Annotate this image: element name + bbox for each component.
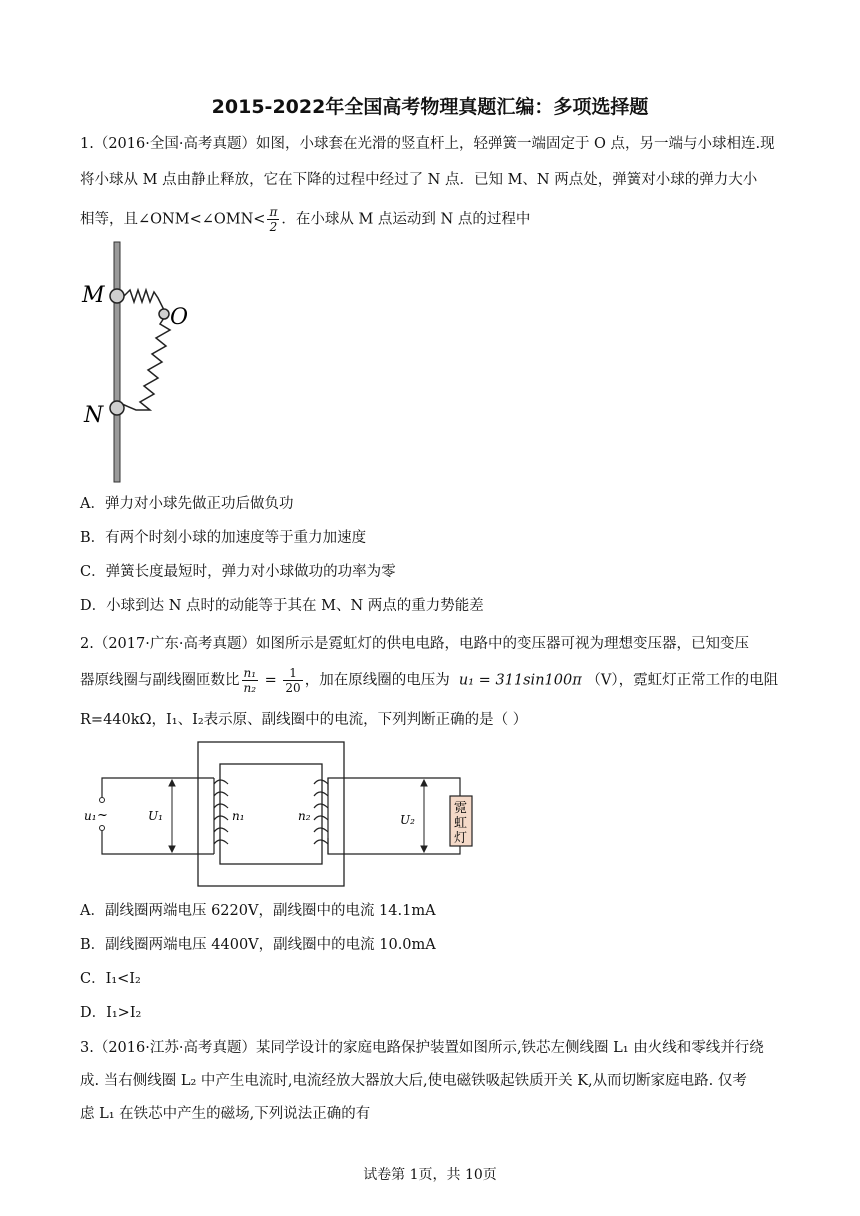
label-U2: U₂ (400, 813, 415, 827)
primary-coil (214, 778, 228, 854)
lamp-char-1: 霓 (454, 801, 468, 816)
frac-denominator: 2 (269, 220, 278, 234)
lamp-char-3: 灯 (454, 831, 468, 846)
turns-ratio-right (283, 666, 302, 695)
q2-option-c: C．I₁<I₂ (80, 971, 141, 987)
q3-stem-line-1: 3.（2016·江苏·高考真题）某同学设计的家庭电路保护装置如图所示,铁芯左侧线圈 L₁ 由火线和零线并行绕 (80, 1040, 764, 1056)
label-u1: u₁ (84, 809, 97, 823)
q1-option-c: C．弹簧长度最短时，弹力对小球做功的功率为零 (80, 564, 396, 580)
ball-N (110, 401, 124, 415)
u2-arrow (421, 780, 427, 852)
q2-option-a: A．副线圈两端电压 6220V，副线圈中的电流 14.1mA (80, 903, 436, 919)
q3-stem-line-3: 虑 L₁ 在铁芯中产生的磁场,下列说法正确的有 (80, 1106, 371, 1122)
q2-stem-line-2-mid: ，加在原线圈的电压为 (304, 672, 450, 689)
label-n2: n₂ (298, 809, 311, 823)
n1-numerator: n₁ (243, 666, 257, 680)
q1-stem-line-3 (80, 205, 780, 234)
label-N: N (84, 403, 104, 428)
n2-denominator: n₂ (243, 681, 257, 695)
q1-option-b: B．有两个时刻小球的加速度等于重力加速度 (80, 530, 367, 546)
turns-ratio-left (242, 666, 259, 695)
q1-spring-rod-figure (78, 240, 198, 486)
q2-stem-line-2-post: （V），霓虹灯正常工作的电阻 (586, 672, 779, 689)
q2-stem-line-1: 2.（2017·广东·高考真题）如图所示是霓虹灯的供电电路，电路中的变压器可视为理想变压器，已知变压 (80, 636, 749, 652)
q1-stem-line-3-pre: 相等，且∠ONM<∠OMN< (80, 211, 266, 228)
ball-M (110, 289, 124, 303)
vertical-rod (114, 242, 120, 482)
q2-transformer-figure (80, 740, 480, 890)
spring-lower (122, 318, 170, 410)
q2-stem-line-2: 器原线圈与副线圈匝数比 $\frac{\text{n₁}}{\text{n₂}}$ = $\frac{1}{20}$ ，加在原线圈的电压为 u₁ = 311sin100π （V），霓虹灯正常工作的电阻 (80, 666, 779, 695)
q1-stem-line-1: 1.（2016·全国·高考真题）如图，小球套在光滑的竖直杆上，轻弹簧一端固定于 O 点，另一端与小球相连.现 (80, 136, 775, 152)
ratio-denominator: 20 (285, 681, 301, 695)
q1-option-d: D．小球到达 N 点时的动能等于其在 M、N 两点的重力势能差 (80, 598, 484, 614)
point-O (159, 309, 169, 319)
q2-option-d: D．I₁>I₂ (80, 1005, 142, 1021)
label-tilde: ~ (97, 808, 108, 823)
voltage-expression: u₁ = 311sin100π (458, 672, 582, 689)
pi-over-2-fraction (267, 205, 279, 234)
q1-stem-line-3-post: ．在小球从 M 点运动到 N 点的过程中 (281, 211, 531, 228)
spring-upper (124, 290, 164, 310)
q2-stem-line-2-pre: 器原线圈与副线圈匝数比 (80, 672, 240, 689)
label-O: O (170, 305, 189, 330)
u1-arrow (169, 780, 175, 852)
q2-option-b: B．副线圈两端电压 4400V，副线圈中的电流 10.0mA (80, 937, 436, 953)
q1-stem-line-2: 将小球从 M 点由静止释放，它在下降的过程中经过了 N 点．已知 M、N 两点处，弹簧对小球的弹力大小 (80, 172, 758, 188)
q1-option-a: A．弹力对小球先做正功后做负功 (80, 496, 294, 512)
frac-numerator: π (269, 205, 278, 219)
ratio-numerator: 1 (283, 666, 302, 681)
label-n1: n₁ (232, 809, 245, 823)
label-U1: U₁ (148, 809, 163, 823)
q2-stem-line-3: R=440kΩ，I₁、I₂表示原、副线圈中的电流，下列判断正确的是（ ） (80, 712, 528, 728)
q3-stem-line-2: 成. 当右侧线圈 L₂ 中产生电流时,电流经放大器放大后,使电磁铁吸起铁质开关 K,从而切断家庭电路. 仅考 (80, 1073, 747, 1089)
label-M: M (82, 283, 105, 308)
page-title: 2015-2022年全国高考物理真题汇编：多项选择题 (211, 96, 649, 118)
page-footer: 试卷第 1页，共 10页 (363, 1167, 497, 1183)
secondary-coil (314, 778, 328, 854)
lamp-char-2: 虹 (454, 816, 468, 831)
